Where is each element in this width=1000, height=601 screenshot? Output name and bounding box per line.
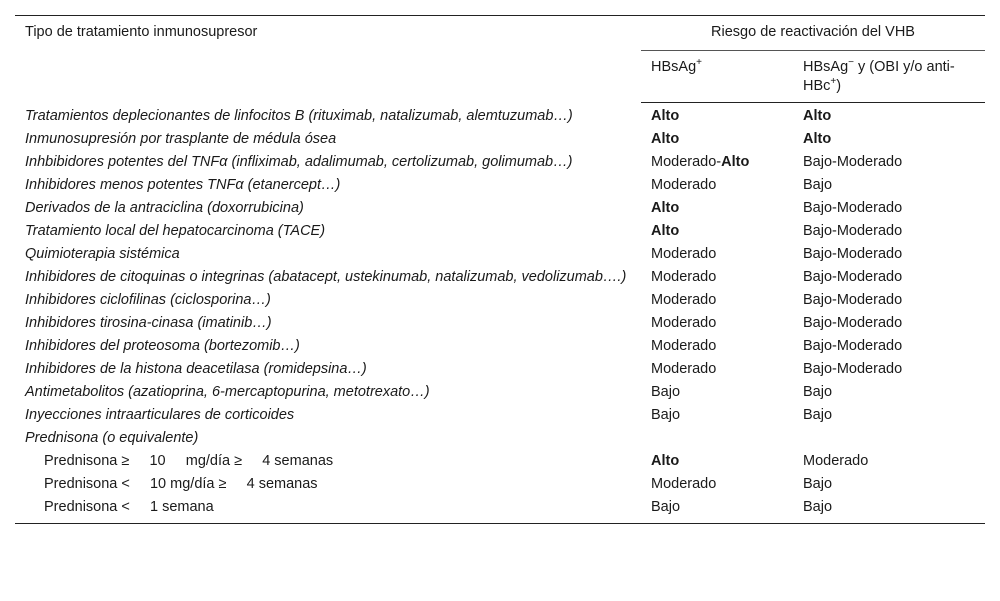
header-row [15,16,985,51]
risk-hbsag-negative: Bajo [803,384,833,400]
header-hbsag-negative: HBsAg− y (OBI y/o anti-HBc+) [793,51,985,103]
treatment-name: Inmunosupresión por trasplante de médula ósea [25,131,337,147]
table-row [15,335,985,358]
risk-hbsag-negative: Bajo [803,177,833,193]
risk-table [15,15,985,524]
table-row [15,174,985,197]
risk-hbsag-positive: Moderado [651,177,717,193]
treatment-subitem: Prednisona ≥ 10 mg/día ≥ 4 semanas [44,453,334,469]
table-row [15,404,985,427]
risk-hbsag-negative: Bajo-Moderado [803,315,903,331]
table-row [15,381,985,404]
treatment-subitem: Prednisona < 10 mg/día ≥ 4 semanas [44,476,318,492]
risk-hbsag-positive: Moderado [651,338,717,354]
risk-hbsag-positive: Alto [651,131,680,147]
table-row [15,197,985,220]
risk-hbsag-positive: Moderado [651,361,717,377]
risk-hbsag-negative [793,427,985,450]
header-treatment: Tipo de tratamiento inmunosupresor [15,16,641,103]
risk-hbsag-positive: Bajo [641,496,793,524]
treatment-name: Inyecciones intraarticulares de corticoides [25,407,295,423]
treatment-name: Inhibidores de la histona deacetilasa (romidepsina…) [25,361,367,377]
risk-hbsag-positive: Bajo [651,384,681,400]
risk-hbsag-positive: Alto [651,223,680,239]
risk-hbsag-positive: Moderado [651,292,717,308]
treatment-name: Inhibidores de citoquinas o integrinas (abatacept, ustekinumab, natalizumab, vedolizumab….) [25,269,627,285]
table-row [15,103,985,129]
risk-hbsag-negative: Bajo-Moderado [803,200,903,216]
risk-hbsag-negative: Bajo [803,407,833,423]
treatment-name: Prednisona (o equivalente) [25,430,199,446]
table-row [15,312,985,335]
risk-hbsag-negative: Bajo-Moderado [803,246,903,262]
treatment-name: Quimioterapia sistémica [25,246,180,262]
treatment-name: Inhibidores ciclofilinas (ciclosporina…) [25,292,271,308]
risk-hbsag-positive: Moderado [651,269,717,285]
treatment-name: Inhibidores del proteosoma (bortezomib…) [25,338,300,354]
treatment-name: Antimetabolitos (azatioprina, 6-mercaptopurina, metotrexato…) [25,384,430,400]
risk-hbsag-negative: Bajo [803,476,833,492]
table-row [15,289,985,312]
table-row [15,266,985,289]
risk-hbsag-negative: Alto [803,131,832,147]
header-risk-group: Riesgo de reactivación del VHB [641,16,985,51]
risk-hbsag-negative: Moderado [803,453,869,469]
treatment-name: Tratamiento local del hepatocarcinoma (TACE) [25,223,326,239]
table-row [15,243,985,266]
treatment-name: Inhibidores tirosina-cinasa (imatinib…) [25,315,272,331]
table-row [15,151,985,174]
risk-table-container [15,15,985,524]
table-row [15,450,985,473]
risk-hbsag-negative: Bajo [793,496,985,524]
table-row [15,496,985,524]
table-row [15,427,985,450]
table-row [15,358,985,381]
risk-hbsag-negative: Bajo-Moderado [803,269,903,285]
risk-hbsag-positive [641,427,793,450]
risk-hbsag-positive: Alto [651,200,680,216]
table-row [15,473,985,496]
treatment-name: Derivados de la antraciclina (doxorrubicina) [25,200,304,216]
header-hbsag-positive: HBsAg+ [641,51,793,103]
risk-hbsag-positive: Alto [651,453,680,469]
treatment-name: Inhibidores menos potentes TNFα (etanercept…) [25,177,341,193]
risk-hbsag-positive: Moderado [651,476,717,492]
risk-hbsag-negative: Bajo-Moderado [803,223,903,239]
risk-hbsag-negative: Bajo-Moderado [803,292,903,308]
treatment-subitem: Prednisona < 1 semana [15,496,641,524]
risk-hbsag-negative: Bajo-Moderado [803,154,903,170]
risk-hbsag-positive: Moderado [651,246,717,262]
risk-hbsag-negative: Bajo-Moderado [803,361,903,377]
risk-hbsag-negative: Bajo-Moderado [803,338,903,354]
risk-hbsag-positive: Alto [651,108,680,124]
table-row [15,220,985,243]
risk-hbsag-negative: Alto [803,108,832,124]
risk-hbsag-positive: Moderado-Alto [651,154,750,170]
treatment-name: Inhbibidores potentes del TNFα (infliximab, adalimumab, certolizumab, golimumab…) [25,154,573,170]
risk-hbsag-positive: Moderado [651,315,717,331]
risk-hbsag-positive: Bajo [651,407,681,423]
treatment-name: Tratamientos deplecionantes de linfocitos B (rituximab, natalizumab, alemtuzumab…) [25,107,573,124]
table-row [15,128,985,151]
